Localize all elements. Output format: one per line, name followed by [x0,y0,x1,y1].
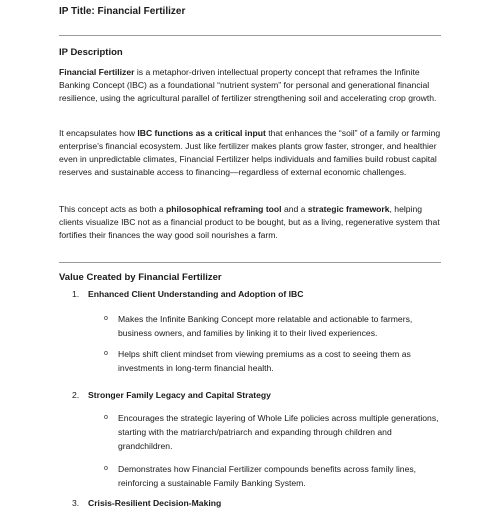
bold-term: strategic framework [307,204,390,214]
bullet-icon: o [104,465,108,472]
bullet-icon: o [104,414,108,421]
item-title: Crisis-Resilient Decision-Making [88,498,222,508]
divider [59,262,441,263]
item-title: Enhanced Client Understanding and Adoption of IBC [88,289,304,299]
bold-term: philosophical reframing tool [166,204,282,214]
sub-bullet: o Encourages the strategic layering of Whole Life policies across multiple generations, starting with the matriarch/patriarch and expanding through children and grandchildren. [104,413,439,451]
item-number: 2. [72,390,80,400]
divider [59,35,441,36]
sub-bullet: o Makes the Infinite Banking Concept more relatable and actionable to farmers, business owners, and families by linking it to their lived experiences. [104,314,413,338]
value-item [59,497,441,513]
value-heading: Value Created by Financial Fertilizer [59,272,222,283]
sub-list [59,312,441,389]
description-paragraph-2: It encapsulates how IBC functions as a critical input that enhances the “soil” of a family or farming enterprise's financial ecosystem. Just like fertilizer makes plants grow faster, stronger, and healthier even in unpredictable climates, Financial Fertilizer helps individuals and families build robust capital reserves and sustainable access to financing—regardless of external economic challenges. [59,128,441,177]
sub-list-container [59,411,441,497]
sub-bullet: o Helps shift client mindset from viewing premiums as a cost to seeing them as investments in long-term financial health. [104,349,411,373]
item-number: 1. [72,289,80,299]
value-item [59,288,441,312]
ip-title: IP Title: Financial Fertilizer [59,6,186,17]
bold-term: IBC functions as a critical input [137,128,266,138]
description-paragraph-1: Financial Fertilizer is a metaphor-driven intellectual property concept that reframes the Infinite Banking Concept (IBC) as a foundational “nutrient system” for personal and generational financial resilience, using the agricultural parallel of fertilizer strengthening soil and accelerating crop growth. [59,67,437,103]
item-title: Stronger Family Legacy and Capital Strategy [88,390,271,400]
description-heading: IP Description [59,47,123,58]
sub-list-container [59,312,441,389]
sub-bullet: o Demonstrates how Financial Fertilizer compounds benefits across family lines, reinforcing a sustainable Family Banking System. [104,464,417,488]
value-list [59,288,441,513]
value-item [59,389,441,411]
bullet-icon: o [104,315,108,322]
item-number: 3. [72,498,80,508]
description-paragraph-3: This concept acts as both a philosophical reframing tool and a strategic framework, helping clients visualize IBC not as a financial product to be bought, but as a living, regenerative system that fortifies their finances the way good soil nourishes a farm. [59,204,440,240]
bullet-icon: o [104,350,108,357]
bold-term: Financial Fertilizer [59,67,135,77]
sub-list [59,411,441,497]
